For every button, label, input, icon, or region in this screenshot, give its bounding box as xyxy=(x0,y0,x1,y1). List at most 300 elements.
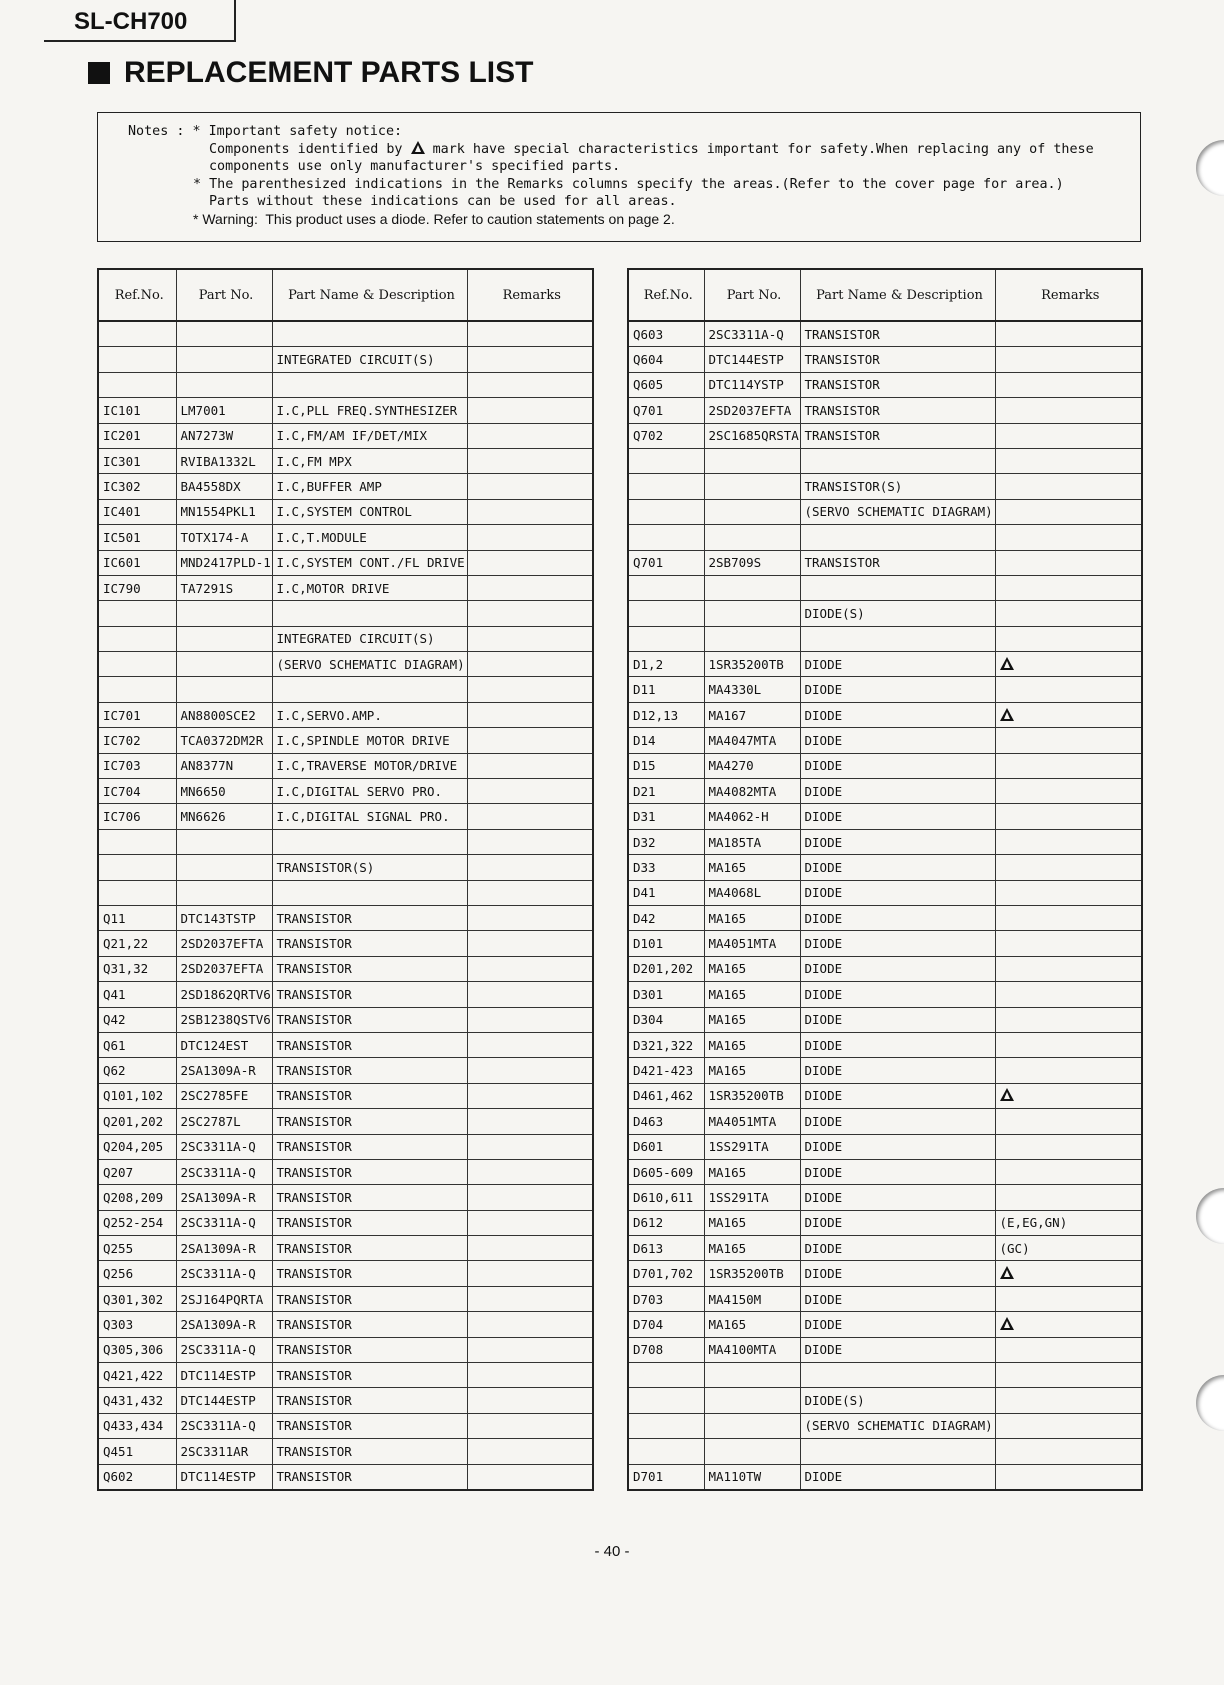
ref-no-cell: D701 xyxy=(628,1464,704,1490)
description-cell: DIODE xyxy=(800,702,995,727)
ref-no-cell: Q303 xyxy=(98,1312,176,1337)
table-row xyxy=(628,1337,1142,1362)
description-cell: TRANSISTOR(S) xyxy=(800,474,995,499)
ref-no-cell: Q305,306 xyxy=(98,1337,176,1362)
description-cell: (SERVO SCHEMATIC DIAGRAM) xyxy=(800,1413,995,1438)
table-row xyxy=(98,728,593,753)
table-row xyxy=(628,1363,1142,1388)
part-no-cell xyxy=(176,880,272,905)
ref-no-cell xyxy=(628,1363,704,1388)
ref-no-cell: Q255 xyxy=(98,1236,176,1261)
description-cell: DIODE xyxy=(800,652,995,677)
table-row xyxy=(628,321,1142,347)
table-row xyxy=(628,880,1142,905)
table-row xyxy=(98,1388,593,1413)
remarks-cell xyxy=(467,499,593,524)
right-table-body xyxy=(628,321,1142,1490)
description-cell: DIODE xyxy=(800,1083,995,1108)
part-no-cell xyxy=(176,347,272,372)
part-no-cell: 2SC1685QRSTA xyxy=(704,423,800,448)
description-cell: I.C,TRAVERSE MOTOR/DRIVE xyxy=(272,753,467,778)
remarks-cell xyxy=(995,1286,1142,1311)
remarks-cell xyxy=(995,880,1142,905)
description-cell xyxy=(800,575,995,600)
table-row xyxy=(98,321,593,347)
remarks-cell xyxy=(467,982,593,1007)
table-row xyxy=(628,1032,1142,1057)
ref-no-cell xyxy=(628,601,704,626)
remarks-cell xyxy=(995,1058,1142,1083)
ref-no-cell: Q701 xyxy=(628,550,704,575)
remarks-cell xyxy=(467,880,593,905)
part-no-cell: DTC144ESTP xyxy=(176,1388,272,1413)
table-row xyxy=(98,448,593,473)
table-row xyxy=(628,728,1142,753)
ref-no-cell: Q21,22 xyxy=(98,931,176,956)
part-no-cell: 2SC3311A-Q xyxy=(176,1159,272,1184)
punch-hole xyxy=(1196,1375,1224,1431)
description-cell: TRANSISTOR xyxy=(800,398,995,423)
description-cell: I.C,SYSTEM CONT./FL DRIVE xyxy=(272,550,467,575)
description-cell: DIODE(S) xyxy=(800,601,995,626)
ref-no-cell: D613 xyxy=(628,1236,704,1261)
remarks-cell xyxy=(995,1363,1142,1388)
part-no-cell: 2SA1309A-R xyxy=(176,1312,272,1337)
table-row xyxy=(628,372,1142,397)
ref-no-cell: IC501 xyxy=(98,525,176,550)
description-cell: DIODE xyxy=(800,804,995,829)
ref-no-cell: D1,2 xyxy=(628,652,704,677)
part-no-cell: 2SD2037EFTA xyxy=(704,398,800,423)
remarks-cell xyxy=(995,347,1142,372)
remarks-cell xyxy=(995,372,1142,397)
table-row xyxy=(628,448,1142,473)
ref-no-cell: Q252-254 xyxy=(98,1210,176,1235)
part-no-cell xyxy=(176,855,272,880)
description-cell: DIODE xyxy=(800,1261,995,1286)
remarks-cell xyxy=(995,1312,1142,1337)
description-cell: INTEGRATED CIRCUIT(S) xyxy=(272,626,467,651)
description-cell: TRANSISTOR xyxy=(272,1058,467,1083)
description-cell: TRANSISTOR(S) xyxy=(272,855,467,880)
table-row xyxy=(628,855,1142,880)
part-no-cell: MA4068L xyxy=(704,880,800,905)
remarks-cell xyxy=(467,1363,593,1388)
description-cell: TRANSISTOR xyxy=(272,1007,467,1032)
description-cell: DIODE xyxy=(800,905,995,930)
ref-no-cell: Q701 xyxy=(628,398,704,423)
description-cell: TRANSISTOR xyxy=(272,1413,467,1438)
table-row xyxy=(98,702,593,727)
col-description: Part Name & Description xyxy=(800,269,995,321)
remarks-cell xyxy=(995,1337,1142,1362)
part-no-cell: MND2417PLD-1 xyxy=(176,550,272,575)
table-row xyxy=(628,956,1142,981)
safety-mark-icon xyxy=(1000,1088,1014,1101)
table-row xyxy=(628,1134,1142,1159)
remarks-cell xyxy=(995,398,1142,423)
table-row xyxy=(628,1413,1142,1438)
table-row xyxy=(98,1058,593,1083)
part-no-cell: 1SR35200TB xyxy=(704,1261,800,1286)
remarks-cell xyxy=(995,474,1142,499)
ref-no-cell xyxy=(98,321,176,347)
ref-no-cell xyxy=(628,525,704,550)
description-cell: I.C,SYSTEM CONTROL xyxy=(272,499,467,524)
table-row xyxy=(98,1464,593,1490)
table-row xyxy=(628,1439,1142,1464)
part-no-cell: MA4330L xyxy=(704,677,800,702)
remarks-cell xyxy=(467,1388,593,1413)
ref-no-cell: Q602 xyxy=(98,1464,176,1490)
description-cell: TRANSISTOR xyxy=(272,1312,467,1337)
part-no-cell xyxy=(704,1363,800,1388)
description-cell: DIODE xyxy=(800,1312,995,1337)
part-no-cell: 2SA1309A-R xyxy=(176,1185,272,1210)
remarks-cell xyxy=(467,956,593,981)
part-no-cell: TA7291S xyxy=(176,575,272,600)
description-cell: TRANSISTOR xyxy=(272,1159,467,1184)
table-row xyxy=(628,1007,1142,1032)
remarks-cell xyxy=(995,626,1142,651)
ref-no-cell: D101 xyxy=(628,931,704,956)
description-cell xyxy=(800,1363,995,1388)
description-cell: DIODE xyxy=(800,677,995,702)
part-no-cell: MA4051MTA xyxy=(704,1109,800,1134)
remarks-cell xyxy=(995,1083,1142,1108)
safety-mark-icon xyxy=(1000,657,1014,670)
remarks-cell xyxy=(995,1185,1142,1210)
table-row xyxy=(98,1337,593,1362)
ref-no-cell: D704 xyxy=(628,1312,704,1337)
part-no-cell: MA165 xyxy=(704,1236,800,1261)
description-cell xyxy=(272,372,467,397)
description-cell: DIODE(S) xyxy=(800,1388,995,1413)
punch-hole xyxy=(1196,1188,1224,1244)
part-no-cell: 2SA1309A-R xyxy=(176,1058,272,1083)
ref-no-cell: D12,13 xyxy=(628,702,704,727)
table-row xyxy=(98,1312,593,1337)
remarks-cell xyxy=(467,601,593,626)
remarks-cell xyxy=(467,829,593,854)
description-cell: DIODE xyxy=(800,1337,995,1362)
remarks-cell xyxy=(995,956,1142,981)
description-cell: DIODE xyxy=(800,1134,995,1159)
part-no-cell: 2SD1862QRTV6 xyxy=(176,982,272,1007)
part-no-cell xyxy=(176,652,272,677)
remarks-cell xyxy=(995,905,1142,930)
ref-no-cell xyxy=(98,652,176,677)
remarks-cell xyxy=(995,1134,1142,1159)
ref-no-cell: D601 xyxy=(628,1134,704,1159)
table-row xyxy=(628,575,1142,600)
col-part-no: Part No. xyxy=(704,269,800,321)
part-no-cell: MA165 xyxy=(704,982,800,1007)
part-no-cell: MA4270 xyxy=(704,753,800,778)
description-cell: TRANSISTOR xyxy=(272,1210,467,1235)
table-row xyxy=(628,1185,1142,1210)
ref-no-cell: IC702 xyxy=(98,728,176,753)
remarks-cell xyxy=(467,1210,593,1235)
ref-no-cell: D708 xyxy=(628,1337,704,1362)
punch-hole xyxy=(1196,140,1224,196)
ref-no-cell xyxy=(98,880,176,905)
table-row xyxy=(98,677,593,702)
ref-no-cell: Q421,422 xyxy=(98,1363,176,1388)
description-cell: INTEGRATED CIRCUIT(S) xyxy=(272,347,467,372)
description-cell: I.C,DIGITAL SIGNAL PRO. xyxy=(272,804,467,829)
remarks-cell xyxy=(995,753,1142,778)
part-no-cell: MA165 xyxy=(704,855,800,880)
safety-mark-icon xyxy=(1000,1317,1014,1330)
ref-no-cell: D32 xyxy=(628,829,704,854)
remarks-cell xyxy=(467,626,593,651)
table-row xyxy=(98,1007,593,1032)
description-cell: I.C,SERVO.AMP. xyxy=(272,702,467,727)
table-row xyxy=(98,575,593,600)
remarks-cell xyxy=(467,753,593,778)
table-row xyxy=(628,829,1142,854)
table-row xyxy=(98,398,593,423)
remarks-cell xyxy=(467,575,593,600)
description-cell xyxy=(272,829,467,854)
part-no-cell xyxy=(176,321,272,347)
part-no-cell: MA165 xyxy=(704,1210,800,1235)
table-row xyxy=(98,1439,593,1464)
description-cell: DIODE xyxy=(800,1032,995,1057)
remarks-cell xyxy=(995,1159,1142,1184)
description-cell: TRANSISTOR xyxy=(800,347,995,372)
notes-line-2-post: mark have special characteristics important for safety.When replacing any of these xyxy=(432,141,1094,157)
remarks-cell xyxy=(467,855,593,880)
table-row xyxy=(98,880,593,905)
ref-no-cell: D703 xyxy=(628,1286,704,1311)
remarks-cell xyxy=(467,1337,593,1362)
page-number: - 40 - xyxy=(594,1543,630,1560)
ref-no-cell xyxy=(98,626,176,651)
description-cell: DIODE xyxy=(800,982,995,1007)
table-row xyxy=(98,1032,593,1057)
part-no-cell: DTC114YSTP xyxy=(704,372,800,397)
table-row xyxy=(98,550,593,575)
ref-no-cell: IC703 xyxy=(98,753,176,778)
table-header-row xyxy=(628,269,1142,321)
description-cell: TRANSISTOR xyxy=(272,905,467,930)
table-row xyxy=(98,956,593,981)
remarks-cell xyxy=(467,677,593,702)
part-no-cell: 2SC2785FE xyxy=(176,1083,272,1108)
part-no-cell: MA165 xyxy=(704,1058,800,1083)
part-no-cell: LM7001 xyxy=(176,398,272,423)
part-no-cell: 1SR35200TB xyxy=(704,1083,800,1108)
remarks-cell xyxy=(467,423,593,448)
notes-line-4: * The parenthesized indications in the Remarks columns specify the areas.(Refer to the cover page for area.) xyxy=(193,176,1064,192)
description-cell: DIODE xyxy=(800,1159,995,1184)
part-no-cell: MA165 xyxy=(704,1007,800,1032)
ref-no-cell: D421-423 xyxy=(628,1058,704,1083)
description-cell: DIODE xyxy=(800,956,995,981)
remarks-cell xyxy=(467,702,593,727)
ref-no-cell: D15 xyxy=(628,753,704,778)
part-no-cell: MA4047MTA xyxy=(704,728,800,753)
description-cell: TRANSISTOR xyxy=(272,1083,467,1108)
remarks-cell xyxy=(995,677,1142,702)
part-no-cell: MA165 xyxy=(704,956,800,981)
part-no-cell xyxy=(176,677,272,702)
remarks-cell xyxy=(467,1032,593,1057)
ref-no-cell xyxy=(98,372,176,397)
ref-no-cell: Q204,205 xyxy=(98,1134,176,1159)
table-row xyxy=(628,626,1142,651)
part-no-cell: 2SC3311A-Q xyxy=(176,1261,272,1286)
part-no-cell xyxy=(176,626,272,651)
ref-no-cell xyxy=(628,1439,704,1464)
part-no-cell: 1SS291TA xyxy=(704,1134,800,1159)
table-row xyxy=(628,474,1142,499)
part-no-cell: 2SC3311A-Q xyxy=(176,1210,272,1235)
ref-no-cell: IC704 xyxy=(98,779,176,804)
remarks-cell xyxy=(995,525,1142,550)
remarks-cell xyxy=(467,347,593,372)
table-row xyxy=(628,677,1142,702)
table-row xyxy=(628,1058,1142,1083)
part-no-cell: MA4100MTA xyxy=(704,1337,800,1362)
ref-no-cell: Q702 xyxy=(628,423,704,448)
part-no-cell: 2SC3311AR xyxy=(176,1439,272,1464)
remarks-cell xyxy=(467,804,593,829)
part-no-cell: 2SB709S xyxy=(704,550,800,575)
part-no-cell xyxy=(704,1413,800,1438)
col-ref-no: Ref.No. xyxy=(628,269,704,321)
remarks-cell xyxy=(995,1439,1142,1464)
ref-no-cell: IC706 xyxy=(98,804,176,829)
table-row xyxy=(628,1261,1142,1286)
part-no-cell xyxy=(704,474,800,499)
table-row xyxy=(628,804,1142,829)
table-row xyxy=(98,1261,593,1286)
table-row xyxy=(628,753,1142,778)
table-row xyxy=(98,1363,593,1388)
description-cell: TRANSISTOR xyxy=(272,1363,467,1388)
remarks-cell xyxy=(995,702,1142,727)
table-row xyxy=(98,652,593,677)
table-row xyxy=(628,779,1142,804)
table-row xyxy=(98,1413,593,1438)
table-row xyxy=(628,1286,1142,1311)
ref-no-cell xyxy=(628,575,704,600)
ref-no-cell xyxy=(98,347,176,372)
part-no-cell: RVIBA1332L xyxy=(176,448,272,473)
table-row xyxy=(98,982,593,1007)
remarks-cell xyxy=(995,1464,1142,1490)
remarks-cell xyxy=(995,321,1142,347)
description-cell: I.C,FM MPX xyxy=(272,448,467,473)
remarks-cell xyxy=(467,1058,593,1083)
table-row xyxy=(628,652,1142,677)
remarks-cell xyxy=(995,804,1142,829)
remarks-cell xyxy=(467,448,593,473)
ref-no-cell: Q431,432 xyxy=(98,1388,176,1413)
table-row xyxy=(98,1286,593,1311)
part-no-cell: MA167 xyxy=(704,702,800,727)
table-row xyxy=(98,905,593,930)
ref-no-cell xyxy=(628,1413,704,1438)
remarks-cell xyxy=(995,779,1142,804)
description-cell: DIODE xyxy=(800,779,995,804)
ref-no-cell: Q101,102 xyxy=(98,1083,176,1108)
description-cell: TRANSISTOR xyxy=(272,982,467,1007)
description-cell: DIODE xyxy=(800,1210,995,1235)
remarks-cell xyxy=(467,1286,593,1311)
description-cell xyxy=(800,448,995,473)
notes-line-2 xyxy=(128,141,1140,159)
table-row xyxy=(98,372,593,397)
remarks-cell xyxy=(467,550,593,575)
part-no-cell: DTC114ESTP xyxy=(176,1464,272,1490)
ref-no-cell: D605-609 xyxy=(628,1159,704,1184)
description-cell: (SERVO SCHEMATIC DIAGRAM) xyxy=(800,499,995,524)
part-no-cell: 2SC3311A-Q xyxy=(176,1413,272,1438)
remarks-cell xyxy=(995,499,1142,524)
ref-no-cell: IC101 xyxy=(98,398,176,423)
remarks-cell xyxy=(467,728,593,753)
part-no-cell: AN7273W xyxy=(176,423,272,448)
remarks-cell xyxy=(995,982,1142,1007)
remarks-cell xyxy=(467,652,593,677)
ref-no-cell xyxy=(628,626,704,651)
remarks-cell xyxy=(995,652,1142,677)
ref-no-cell: IC302 xyxy=(98,474,176,499)
table-row xyxy=(628,1312,1142,1337)
table-row xyxy=(98,1210,593,1235)
ref-no-cell: Q41 xyxy=(98,982,176,1007)
table-row xyxy=(628,931,1142,956)
ref-no-cell: Q61 xyxy=(98,1032,176,1057)
description-cell: DIODE xyxy=(800,1007,995,1032)
ref-no-cell: D31 xyxy=(628,804,704,829)
remarks-cell xyxy=(995,855,1142,880)
remarks-cell xyxy=(467,1007,593,1032)
description-cell: I.C,PLL FREQ.SYNTHESIZER xyxy=(272,398,467,423)
description-cell: DIODE xyxy=(800,1058,995,1083)
remarks-cell xyxy=(467,1261,593,1286)
part-no-cell: MA165 xyxy=(704,905,800,930)
description-cell: DIODE xyxy=(800,855,995,880)
ref-no-cell: IC790 xyxy=(98,575,176,600)
ref-no-cell: IC301 xyxy=(98,448,176,473)
table-row xyxy=(628,1109,1142,1134)
safety-mark-icon xyxy=(1000,708,1014,721)
table-row xyxy=(98,626,593,651)
description-cell: DIODE xyxy=(800,1109,995,1134)
description-cell: I.C,FM/AM IF/DET/MIX xyxy=(272,423,467,448)
col-remarks: Remarks xyxy=(995,269,1142,321)
description-cell: I.C,SPINDLE MOTOR DRIVE xyxy=(272,728,467,753)
description-cell: TRANSISTOR xyxy=(272,931,467,956)
remarks-cell xyxy=(467,1236,593,1261)
notes-line-2-pre: Components identified by xyxy=(209,141,403,157)
remarks-cell xyxy=(995,1007,1142,1032)
table-row xyxy=(628,1388,1142,1413)
description-cell: I.C,DIGITAL SERVO PRO. xyxy=(272,779,467,804)
ref-no-cell xyxy=(628,1388,704,1413)
remarks-cell: (E,EG,GN) xyxy=(995,1210,1142,1235)
description-cell: DIODE xyxy=(800,1464,995,1490)
notes-line-5: Parts without these indications can be used for all areas. xyxy=(209,194,677,209)
description-cell: TRANSISTOR xyxy=(800,550,995,575)
table-row xyxy=(98,804,593,829)
notes-warning-star: * xyxy=(193,210,199,227)
